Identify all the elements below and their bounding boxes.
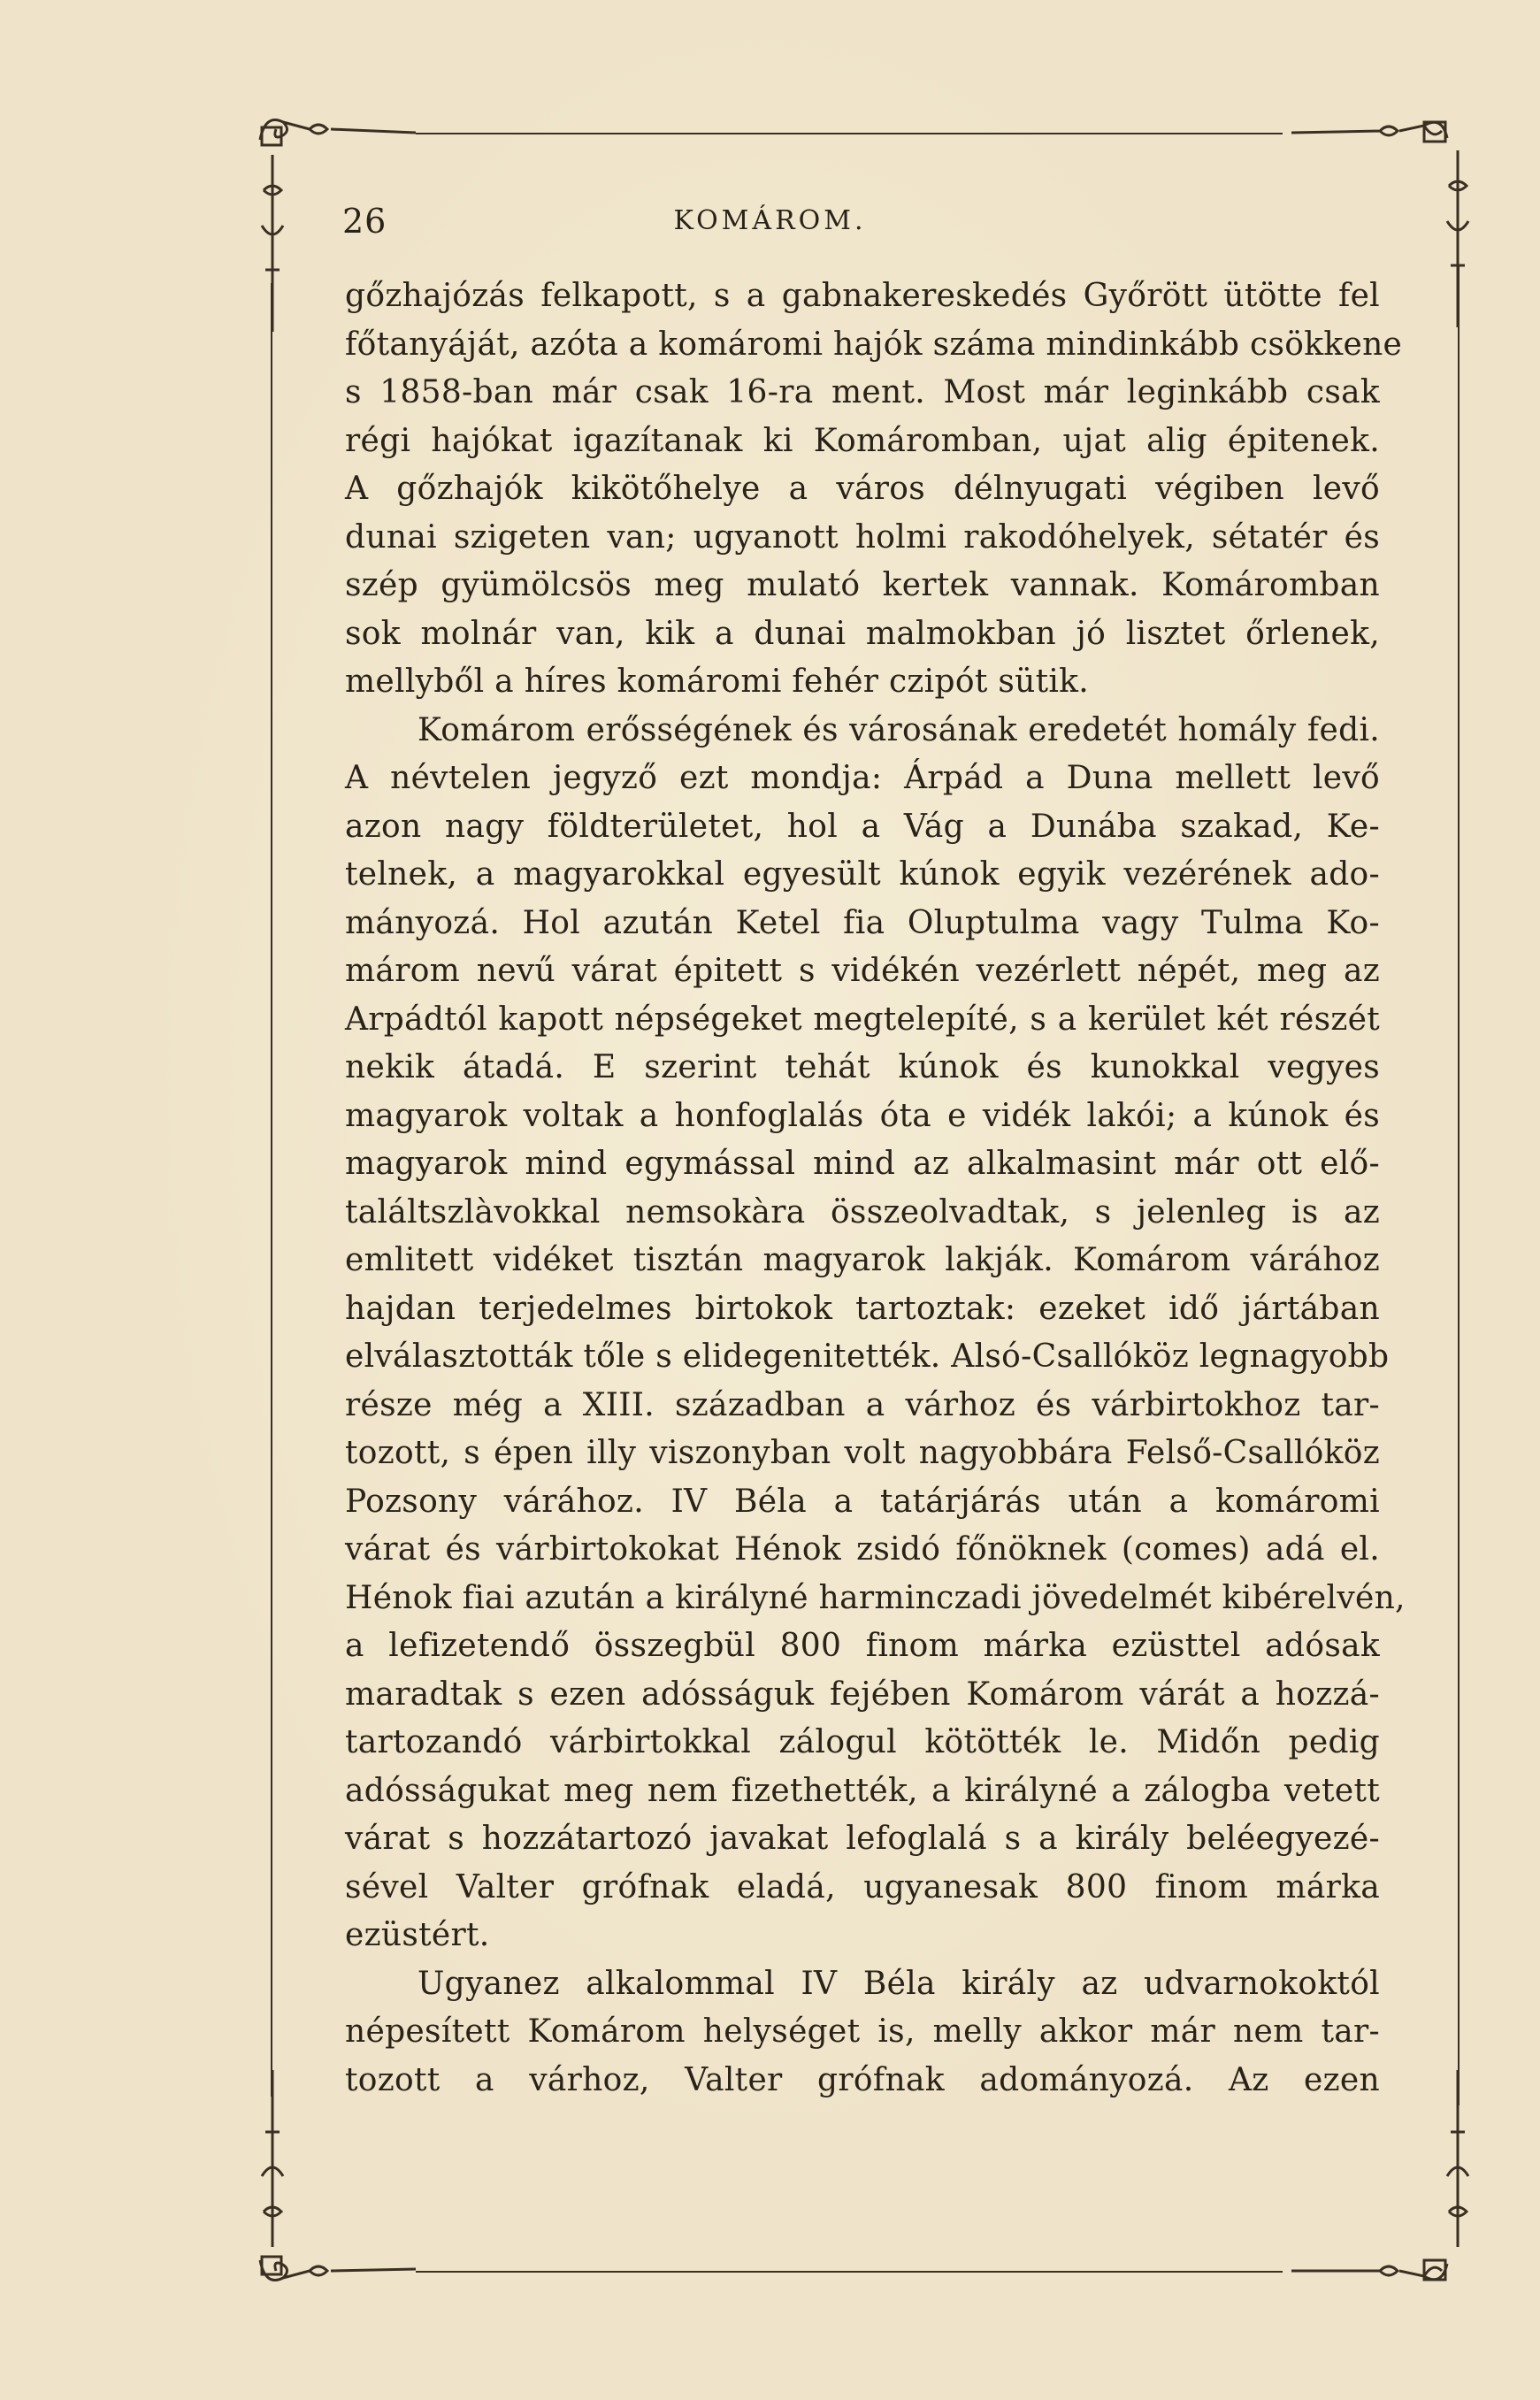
side-flourish-bottom-right-icon: [1440, 2070, 1475, 2247]
text-line: tozott a várhoz, Valter grófnak adományozá. Az ezen: [345, 2061, 1380, 2098]
text-line: népesített Komárom helységet is, melly akkor már nem tar-: [345, 2013, 1380, 2050]
side-flourish-top-right-icon: [1440, 150, 1475, 327]
text-line: régi hajókat igazítanak ki Komáromban, ujat alig épitenek.: [345, 422, 1380, 459]
body-text: [345, 272, 1406, 2105]
text-line: s 1858-ban már csak 16-ra ment. Most már leginkább csak: [345, 374, 1380, 410]
text-line: nekik átadá. E szerint tehát kúnok és kunokkal vegyes: [345, 1049, 1380, 1085]
text-line: tozott, s épen illy viszonyban volt nagyobbára Felső-Csallóköz: [345, 1435, 1380, 1471]
text-line: maradtak s ezen adósságuk fejében Komárom várát a hozzá-: [345, 1675, 1380, 1713]
text-line: dunai szigeten van; ugyanott holmi rakodóhelyek, sétatér és: [345, 518, 1380, 556]
text-line: várat s hozzátartozó javakat lefoglalá s a király beléegyezé-: [345, 1821, 1380, 1857]
text-line: Ugyanez alkalommal IV Béla király az udvarnokoktól: [418, 1965, 1380, 2002]
text-line: mányozá. Hol azután Ketel fia Oluptulma vagy Tulma Ko-: [345, 904, 1380, 941]
text-line: sok molnár van, kik a dunai malmokban jó lisztet őrlenek,: [345, 615, 1380, 652]
text-line: főtanyáját, azóta a komáromi hajók száma mindinkább csökkene: [345, 326, 1403, 363]
text-line: várat és várbirtokokat Hénok zsidó főnöknek (comes) adá el.: [345, 1531, 1380, 1568]
text-line: Pozsony várához. IV Béla a tatárjárás után a komáromi: [345, 1483, 1380, 1520]
text-line: tartozandó várbirtokkal zálogul kötötték le. Midőn pedig: [345, 1724, 1380, 1760]
text-line: magyarok mind egymással mind az alkalmasint már ott elő-: [345, 1146, 1380, 1182]
text-line: sével Valter grófnak eladá, ugyanesak 800 finom márka: [345, 1868, 1380, 1905]
text-line: gőzhajózás felkapott, s a gabnakereskedés Győrött ütötte fel: [345, 278, 1380, 314]
text-line: A névtelen jegyző ezt mondja: Árpád a Duna mellett levő: [345, 760, 1380, 796]
right-border-rule: [1458, 265, 1460, 2105]
corner-ornament-top-right-icon: [1291, 104, 1451, 157]
text-line: elválasztották tőle s elidegenitették. Alsó-Csallóköz legnagyobb: [345, 1338, 1390, 1375]
text-line: magyarok voltak a honfoglalás óta e vidék lakói; a kúnok és: [345, 1097, 1380, 1134]
corner-ornament-bottom-right-icon: [1291, 2243, 1451, 2296]
text-line: telnek, a magyarokkal egyesült kúnok egyik vezérének ado-: [345, 856, 1380, 893]
side-flourish-top-left-icon: [255, 155, 290, 332]
text-line: márom nevű várat épitett s vidékén vezérlett népét, meg az: [345, 953, 1380, 989]
corner-ornament-bottom-left-icon: [257, 2243, 416, 2296]
running-head: KOMÁROM.: [673, 205, 867, 236]
bottom-border-rule: [416, 2271, 1283, 2273]
text-line: Komárom erősségének és városának eredetét homály fedi.: [418, 711, 1380, 748]
text-line: adósságukat meg nem fizethették, a királyné a zálogba vetett: [345, 1772, 1380, 1809]
text-line: azon nagy földterületet, hol a Vág a Dunába szakad, Ke-: [345, 808, 1380, 845]
text-line: része még a XIII. században a várhoz és várbirtokhoz tar-: [345, 1386, 1380, 1423]
text-line: szép gyümölcsös meg mulató kertek vannak. Komáromban: [345, 567, 1380, 603]
text-line: hajdan terjedelmes birtokok tartoztak: ezeket idő jártában: [345, 1290, 1380, 1327]
text-line: ezüstért.: [345, 1917, 490, 1953]
corner-ornament-top-left-icon: [257, 104, 416, 157]
text-line: mellyből a híres komáromi fehér czipót sütik.: [345, 663, 1090, 700]
text-line: A gőzhajók kikötőhelye a város délnyugati végiben levő: [345, 471, 1380, 507]
top-border-rule: [416, 133, 1283, 134]
text-line: emlitett vidéket tisztán magyarok lakják. Komárom várához: [345, 1242, 1380, 1278]
page-number: 26: [342, 202, 387, 241]
text-line: Arpádtól kapott népségeket megtelepíté, s a kerület két részét: [345, 1001, 1380, 1038]
left-border-rule: [271, 283, 272, 2097]
text-line: Hénok fiai azután a királyné harminczadi jövedelmét kibérelvén,: [345, 1579, 1406, 1616]
text-line: a lefizetendő összegbül 800 finom márka ezüsttel adósak: [345, 1628, 1380, 1664]
side-flourish-bottom-left-icon: [255, 2070, 290, 2247]
text-line: találtszlàvokkal nemsokàra összeolvadtak, s jelenleg is az: [345, 1193, 1380, 1231]
